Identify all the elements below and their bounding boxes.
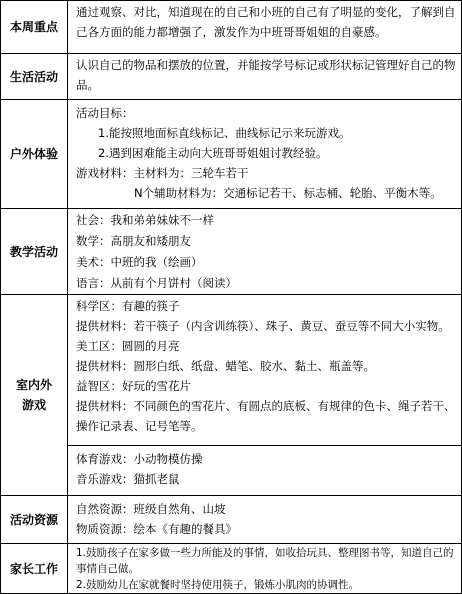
heading-line: 室内外 <box>15 378 52 392</box>
content-line: 数学：高朋友和矮朋友 <box>76 234 191 248</box>
content-line: 自然资源：班级自然角、山坡 <box>76 502 226 516</box>
content-line: 活动目标： <box>76 106 134 120</box>
content-line: 社会：我和弟弟妹妹不一样 <box>76 213 214 227</box>
row-heading: 教学活动 <box>1 209 68 295</box>
row-content <box>68 295 462 446</box>
content-line: 益智区：好玩的雪花片 <box>76 379 191 393</box>
content-line: 科学区：有趣的筷子 <box>76 299 180 313</box>
row-content <box>68 446 462 496</box>
content-line: 通过观察、对比，知道现在的自己和小班的自己有了明显的变化，了解到自己各方面的能力都增强了，激发作为中班哥哥姐姐的自豪感。 <box>76 5 456 39</box>
row-content <box>68 209 462 295</box>
row-heading: 本周重点 <box>1 1 68 54</box>
row-games-block1 <box>1 295 462 446</box>
heading-line: 游戏 <box>21 398 46 412</box>
row-games-block2 <box>1 446 462 496</box>
content-line: 认识自己的物品和摆放的位置，并能按学号标记或形状标记管理好自己的物品。 <box>76 58 456 92</box>
content-line: 2.遇到困难能主动向大班哥哥姐姐讨教经验。 <box>98 146 328 160</box>
content-line: 物质资源：绘本《有趣的餐具》 <box>76 522 237 536</box>
row-heading <box>1 295 68 496</box>
content-line: 美术：中班的我（绘画） <box>76 255 203 269</box>
row-weekly-focus <box>1 1 462 54</box>
content-line: 美工区：圆圆的月亮 <box>76 339 180 353</box>
row-content <box>68 54 462 100</box>
row-outdoor <box>1 100 462 209</box>
content-line: 提供材料：若干筷子（内含训练筷）、珠子、黄豆、蚕豆等不同大小实物。 <box>76 319 450 333</box>
row-heading: 活动资源 <box>1 496 68 544</box>
content-line: 2.鼓励幼儿在家就餐时坚持使用筷子，锻炼小肌肉的协调性。 <box>76 579 360 591</box>
content-line: 1.鼓励孩子在家多做一些力所能及的事情，如收拾玩具、整理图书等，知道自己的事情自己做。 <box>76 547 454 575</box>
content-line: 提供材料：圆形白纸、纸盘、蜡笔、胶水、黏土、瓶盖等。 <box>76 359 375 373</box>
row-heading: 生活活动 <box>1 54 68 100</box>
row-heading: 家长工作 <box>1 544 68 594</box>
row-daily-life <box>1 54 462 100</box>
content-line: 语言：从前有个月饼村（阅读） <box>76 276 237 290</box>
row-content <box>68 1 462 54</box>
content-line: 游戏材料：主材料为：三轮车若干 <box>76 166 249 180</box>
row-content <box>68 496 462 544</box>
content-line: 1.能按照地面标直线标记、曲线标记示来玩游戏。 <box>98 126 351 140</box>
row-content <box>68 100 462 209</box>
row-heading: 户外体验 <box>1 100 68 209</box>
content-line: 音乐游戏：猫抓老鼠 <box>76 472 180 486</box>
content-line: 体育游戏：小动物模仿操 <box>76 452 203 466</box>
row-teaching <box>1 209 462 295</box>
row-content <box>68 544 462 594</box>
content-line: N个辅助材料为：交通标记若干、标志桶、轮胎、平衡木等。 <box>134 186 442 200</box>
row-resources <box>1 496 462 544</box>
row-parent-work <box>1 544 462 594</box>
content-line: 提供材料：不同颜色的雪花片、有圆点的底板、有规律的色卡、绳子若干、操作记录表、记号笔等。 <box>76 399 456 433</box>
